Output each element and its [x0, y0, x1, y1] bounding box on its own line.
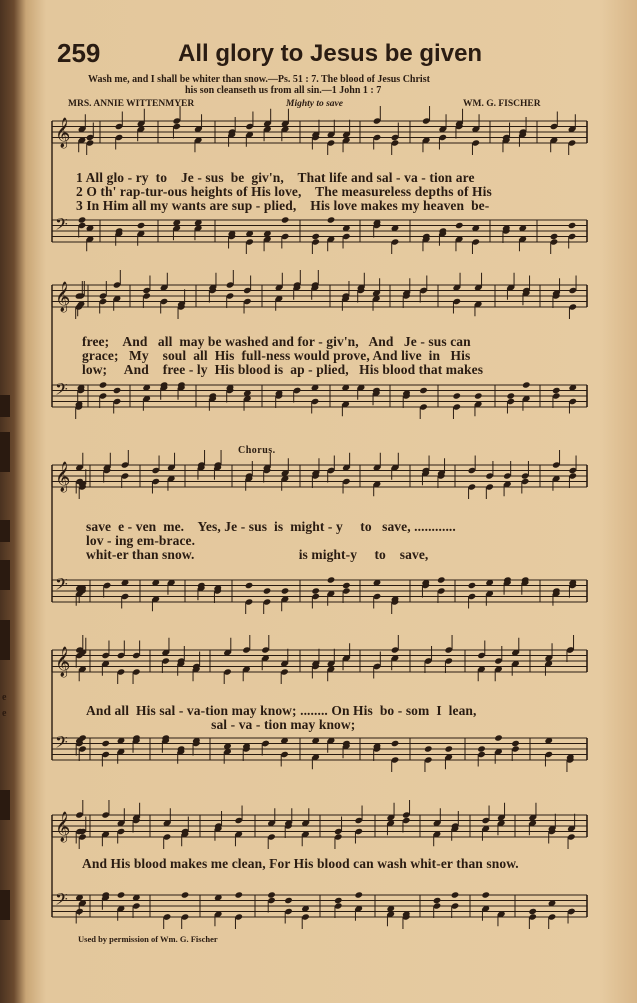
note-head: [550, 233, 559, 240]
note-head: [437, 576, 446, 583]
treble-clef: 𝄞: [55, 118, 71, 148]
binding-edge-letter: e: [2, 692, 7, 703]
bass-clef: 𝄢: [55, 379, 68, 403]
note-head: [552, 387, 561, 394]
note-head: [444, 745, 453, 752]
note-head: [494, 734, 503, 741]
author-credit: MRS. ANNIE WITTENMYER: [68, 99, 195, 109]
note-head: [281, 587, 290, 594]
treble-clef: 𝄞: [55, 282, 71, 312]
treble-clef: 𝄞: [55, 462, 71, 492]
scripture-reference-line: his son cleanseth us from all sin.—1 John 1 : 7: [185, 85, 382, 96]
note-head: [263, 587, 272, 594]
note-head: [391, 740, 400, 747]
note-head: [452, 392, 461, 399]
note-head: [113, 387, 122, 394]
hymn-title: All glory to Jesus be given: [178, 40, 483, 67]
tempo-marking: Mighty to save: [286, 99, 343, 109]
note-head: [468, 582, 477, 589]
bass-clef: 𝄢: [55, 732, 68, 756]
note-head: [474, 392, 483, 399]
note-head: [234, 891, 243, 898]
note-head: [511, 740, 520, 747]
note-head: [455, 222, 464, 229]
note-head: [284, 897, 293, 904]
lyric-line: grace; My soul all His full-ness would prove, And live in His: [82, 348, 471, 363]
note-head: [267, 891, 276, 898]
note-head: [311, 233, 320, 240]
bass-clef: 𝄢: [55, 889, 68, 913]
lyric-line: low; And free - ly His blood is ap - plied, His blood that makes: [82, 362, 484, 377]
treble-clef: 𝄞: [55, 812, 71, 842]
note-head: [568, 222, 577, 229]
lyric-line: save e - ven me. Yes, Je - sus is might - y to save, ............: [86, 519, 456, 534]
lyric-line: sal - va - tion may know;: [86, 717, 356, 732]
binding-edge-letter: e: [2, 708, 7, 719]
lyric-line: And His blood makes me clean, For His blood can wash whit-er than snow.: [82, 856, 519, 871]
note-head: [117, 891, 126, 898]
lyric-line: And all His sal - va-tion may know; ........ On His bo - som I lean,: [86, 703, 477, 718]
note-head: [137, 222, 146, 229]
note-head: [506, 392, 515, 399]
lyric-line: 1 All glo - ry to Je - sus be giv'n, That life and sal - va - tion are: [76, 170, 475, 185]
note-head: [281, 216, 290, 223]
chorus-label: Chorus.: [238, 445, 276, 456]
note-head: [327, 216, 336, 223]
note-head: [334, 897, 343, 904]
note-head: [78, 216, 87, 223]
note-head: [424, 745, 433, 752]
bass-clef: 𝄢: [55, 214, 68, 238]
hymn-number: 259: [57, 38, 101, 68]
lyric-line: free; And all may be washed and for - giv'n, And Je - sus can: [82, 334, 471, 349]
scripture-reference-line: Wash me, and I shall be whiter than snow.—Ps. 51 : 7. The blood of Jesus Christ: [88, 74, 430, 85]
note-head: [419, 387, 428, 394]
note-head: [477, 745, 486, 752]
lyric-line: lov - ing em-brace.: [86, 533, 196, 548]
note-head: [528, 908, 537, 915]
note-head: [354, 891, 363, 898]
composer-credit: WM. G. FISCHER: [463, 99, 541, 109]
lyric-line: whit-er than snow. is might-y to save,: [86, 547, 429, 562]
note-head: [245, 582, 254, 589]
note-head: [99, 381, 108, 388]
note-head: [451, 891, 460, 898]
note-head: [342, 582, 351, 589]
bass-clef: 𝄢: [55, 574, 68, 598]
note-head: [327, 576, 336, 583]
note-head: [181, 891, 190, 898]
lyric-line: 3 In Him all my wants are sup - plied, His love makes my heaven be-: [76, 198, 490, 213]
note-head: [101, 740, 110, 747]
permission-note: Used by permission of Wm. G. Fischer: [78, 934, 218, 944]
note-head: [433, 897, 442, 904]
treble-clef: 𝄞: [55, 647, 71, 677]
note-head: [522, 381, 531, 388]
lyric-line: 2 O th' rap-tur-ous heights of His love, The measureless depths of His: [76, 184, 492, 199]
note-head: [311, 587, 320, 594]
note-head: [481, 891, 490, 898]
